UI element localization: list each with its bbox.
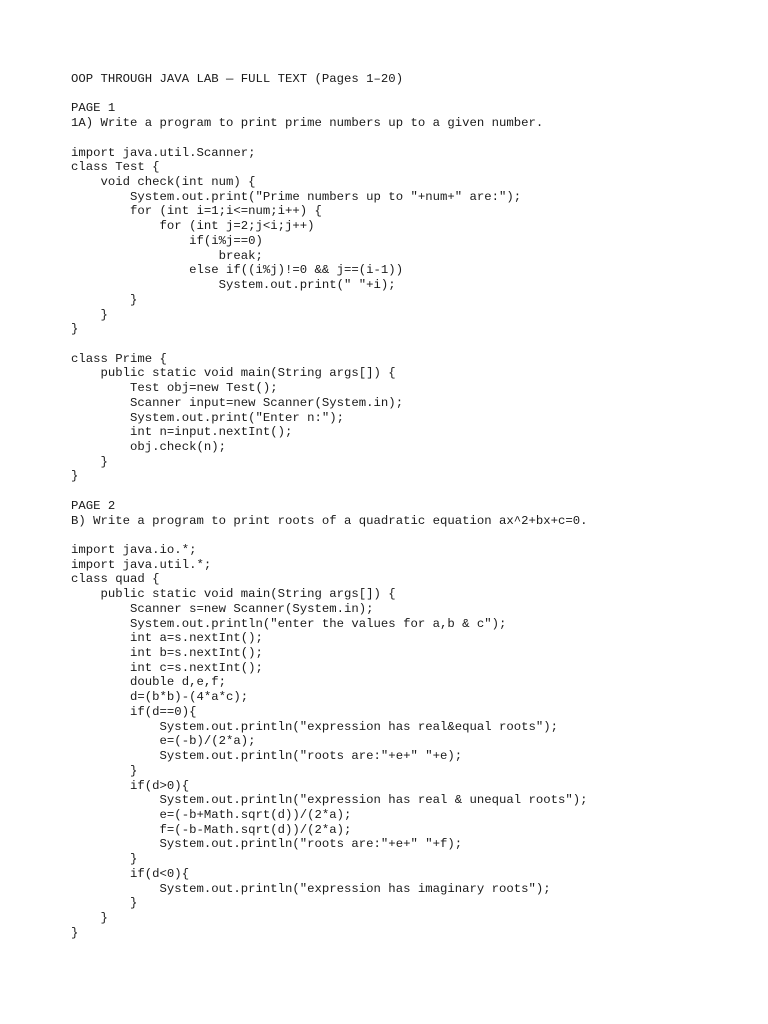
- code-line: System.out.print("Prime numbers up to "+num+" are:");: [71, 189, 522, 204]
- code-line: if(d==0){: [71, 704, 197, 719]
- code-line: if(d>0){: [71, 778, 190, 793]
- spacer: [71, 484, 751, 499]
- code-line: Scanner s=new Scanner(System.in);: [71, 601, 374, 616]
- code-line: System.out.println("expression has real&equal roots");: [71, 719, 559, 734]
- page-section: [71, 101, 751, 498]
- code-line: int c=s.nextInt();: [71, 660, 263, 675]
- code-line: d=(b*b)-(4*a*c);: [71, 690, 249, 705]
- code-block: [71, 543, 751, 940]
- code-line: break;: [71, 248, 263, 263]
- code-line: System.out.println("roots are:"+e+" "+f);: [71, 837, 463, 852]
- code-line: }: [71, 469, 79, 484]
- code-line: double d,e,f;: [71, 675, 226, 690]
- code-line: }: [71, 307, 108, 322]
- code-line: }: [71, 322, 79, 337]
- spacer: [71, 131, 751, 146]
- code-line: for (int j=2;j<i;j++): [71, 219, 315, 234]
- code-line: class quad {: [71, 572, 160, 587]
- code-line: class Test {: [71, 160, 160, 175]
- code-block: [71, 146, 751, 485]
- code-line: System.out.println("roots are:"+e+" "+e);: [71, 749, 463, 764]
- spacer: [71, 87, 751, 102]
- code-line: }: [71, 454, 108, 469]
- document-sections: [71, 101, 751, 940]
- code-line: }: [71, 763, 138, 778]
- code-line: int b=s.nextInt();: [71, 646, 263, 661]
- page-section: [71, 499, 751, 941]
- code-line: if(d<0){: [71, 866, 190, 881]
- page-label: PAGE 2: [71, 498, 116, 513]
- code-line: import java.io.*;: [71, 543, 197, 557]
- code-line: f=(-b-Math.sqrt(d))/(2*a);: [71, 822, 352, 837]
- code-line: Test obj=new Test();: [71, 381, 278, 396]
- code-line: if(i%j==0): [71, 233, 263, 248]
- code-line: obj.check(n);: [71, 439, 226, 454]
- code-line: for (int i=1;i<=num;i++) {: [71, 204, 322, 219]
- code-line: void check(int num) {: [71, 175, 256, 190]
- page-label: PAGE 1: [71, 101, 116, 116]
- document-page: [71, 72, 751, 940]
- code-line: }: [71, 910, 108, 925]
- code-line: e=(-b+Math.sqrt(d))/(2*a);: [71, 807, 352, 822]
- code-line: public static void main(String args[]) {: [71, 587, 396, 602]
- code-line: else if((i%j)!=0 && j==(i-1)): [71, 263, 404, 278]
- code-line: }: [71, 852, 138, 867]
- code-line: System.out.print(" "+i);: [71, 278, 396, 293]
- spacer: [71, 528, 751, 543]
- code-line: System.out.println("expression has real & unequal roots");: [71, 793, 588, 808]
- code-line: import java.util.*;: [71, 557, 212, 572]
- question-text: B) Write a program to print roots of a quadratic equation ax^2+bx+c=0.: [71, 513, 588, 528]
- code-line: public static void main(String args[]) {: [71, 366, 396, 381]
- code-line: }: [71, 896, 138, 911]
- code-line: System.out.println("expression has imaginary roots");: [71, 881, 551, 896]
- question-text: 1A) Write a program to print prime numbers up to a given number.: [71, 116, 544, 131]
- document-title: OOP THROUGH JAVA LAB — FULL TEXT (Pages 1–20): [71, 72, 404, 86]
- code-line: int n=input.nextInt();: [71, 425, 293, 440]
- code-line: class Prime {: [71, 351, 167, 366]
- code-line: System.out.println("enter the values for a,b & c");: [71, 616, 507, 631]
- code-line: int a=s.nextInt();: [71, 631, 263, 646]
- code-line: }: [71, 292, 138, 307]
- code-line: [71, 337, 751, 352]
- code-line: import java.util.Scanner;: [71, 145, 256, 160]
- code-line: }: [71, 925, 79, 940]
- code-line: Scanner input=new Scanner(System.in);: [71, 395, 404, 410]
- code-line: System.out.print("Enter n:");: [71, 410, 345, 425]
- code-line: e=(-b)/(2*a);: [71, 734, 256, 749]
